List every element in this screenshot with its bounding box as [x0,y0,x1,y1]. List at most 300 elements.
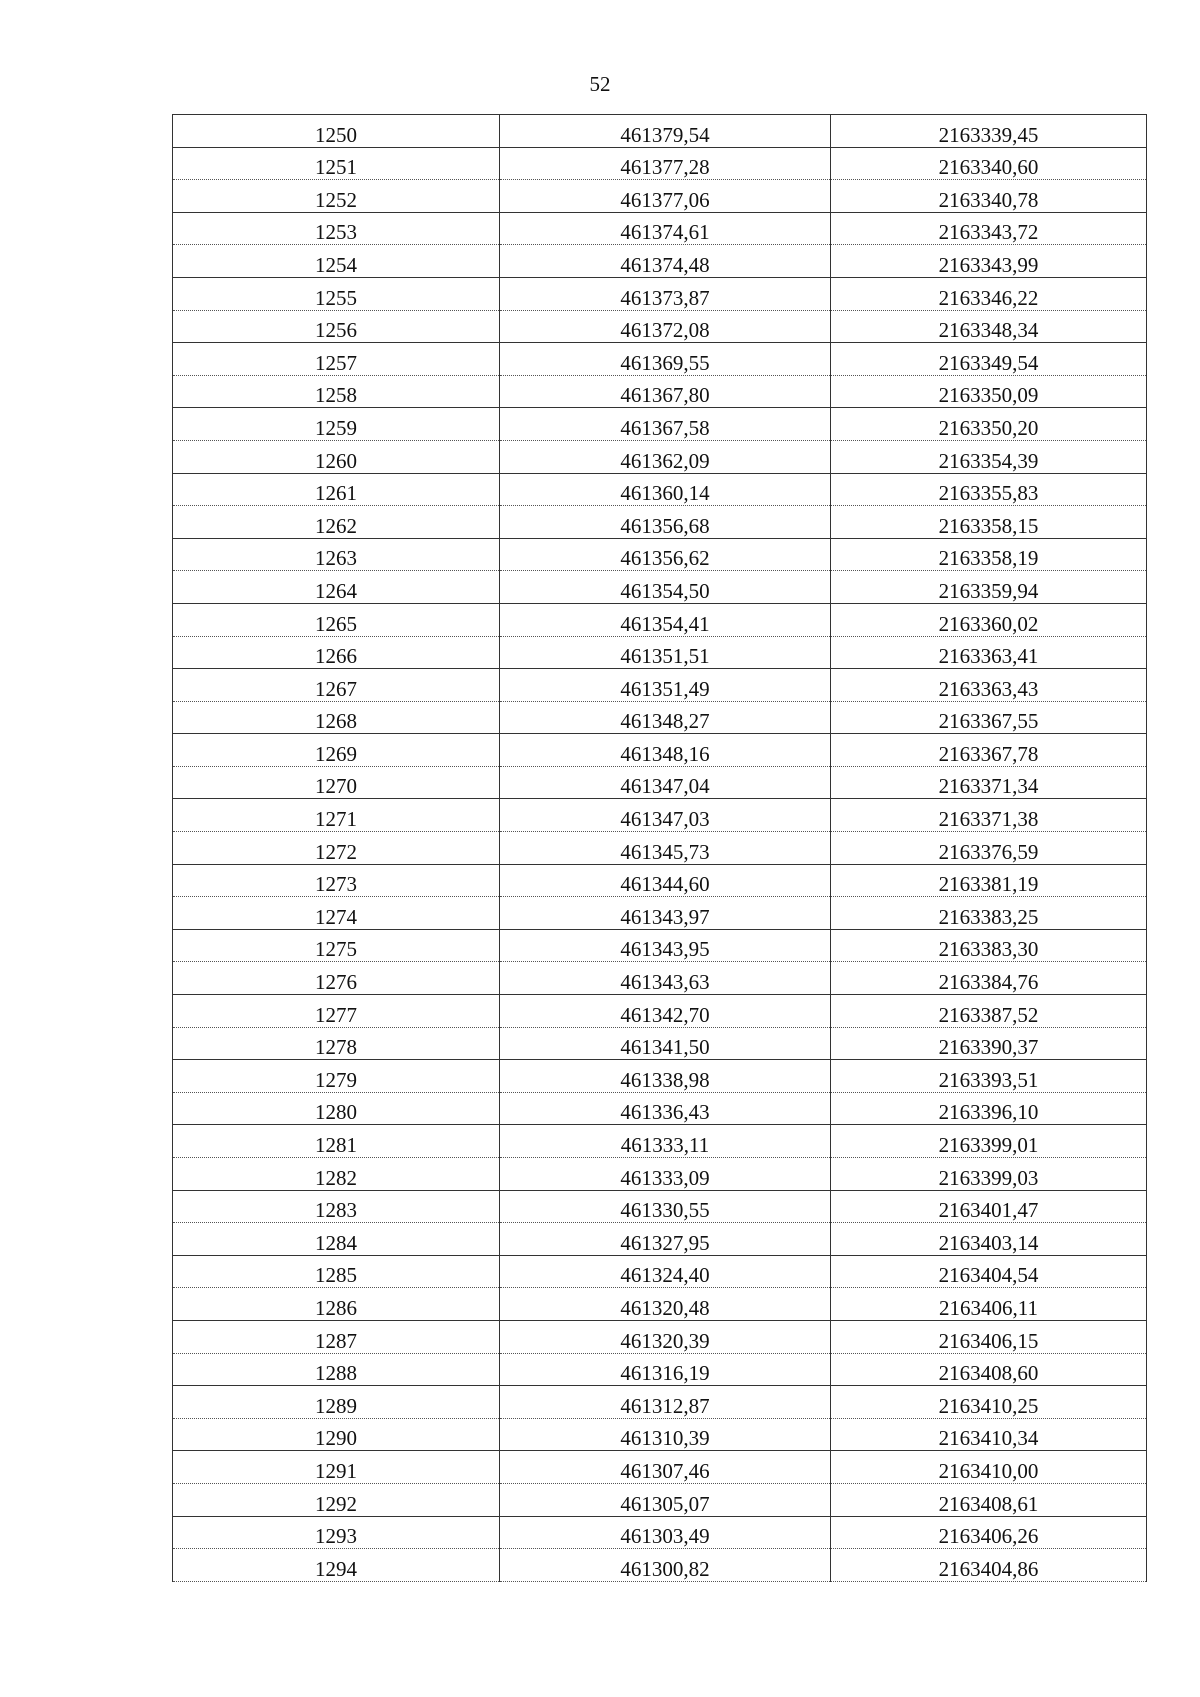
point-number-cell [173,1288,500,1321]
table-row [173,375,1147,408]
y-coordinate-cell [831,929,1147,962]
cell-text: 1258 [315,383,357,408]
cell-text: 461343,95 [620,937,710,962]
cell-text: 461362,09 [620,448,710,473]
table-row [173,506,1147,539]
coordinates-table [172,114,1147,1582]
point-number-cell [173,1483,500,1516]
y-coordinate-cell [831,603,1147,636]
cell-text: 461333,09 [620,1165,710,1190]
y-coordinate-cell [831,147,1147,180]
cell-text: 2163383,30 [938,937,1039,962]
table-row [173,1320,1147,1353]
point-number-cell [173,440,500,473]
point-number-cell [173,147,500,180]
cell-text: 461342,70 [620,1002,710,1027]
y-coordinate-cell [831,506,1147,539]
y-coordinate-cell [831,180,1147,213]
point-number-cell [173,1158,500,1191]
table-row [173,212,1147,245]
cell-text: 461374,61 [620,220,710,245]
cell-text: 1260 [315,448,357,473]
x-coordinate-cell [500,310,831,343]
cell-text: 1273 [315,872,357,897]
table-row [173,1190,1147,1223]
y-coordinate-cell [831,995,1147,1028]
y-coordinate-cell [831,440,1147,473]
point-number-cell [173,1190,500,1223]
x-coordinate-cell [500,1451,831,1484]
point-number-cell [173,603,500,636]
cell-text: 461312,87 [620,1393,710,1418]
cell-text: 2163340,78 [938,187,1039,212]
x-coordinate-cell [500,571,831,604]
table-row [173,1288,1147,1321]
x-coordinate-cell [500,864,831,897]
y-coordinate-cell [831,538,1147,571]
cell-text: 461348,27 [620,709,710,734]
y-coordinate-cell [831,1027,1147,1060]
cell-text: 461344,60 [620,872,710,897]
table-row [173,1516,1147,1549]
y-coordinate-cell [831,375,1147,408]
point-number-cell [173,1092,500,1125]
point-number-cell [173,929,500,962]
x-coordinate-cell [500,766,831,799]
x-coordinate-cell [500,277,831,310]
cell-text: 2163354,39 [938,448,1039,473]
cell-text: 1263 [315,546,357,571]
cell-text: 1289 [315,1393,357,1418]
y-coordinate-cell [831,832,1147,865]
x-coordinate-cell [500,832,831,865]
cell-text: 1290 [315,1426,357,1451]
cell-text: 2163367,55 [938,709,1039,734]
cell-text: 461310,39 [620,1426,710,1451]
table-row [173,277,1147,310]
table-row [173,571,1147,604]
y-coordinate-cell [831,1125,1147,1158]
cell-text: 1250 [315,122,357,147]
y-coordinate-cell [831,1288,1147,1321]
cell-text: 2163359,94 [938,578,1039,603]
x-coordinate-cell [500,506,831,539]
y-coordinate-cell [831,1158,1147,1191]
cell-text: 1255 [315,285,357,310]
table-row [173,897,1147,930]
cell-text: 2163384,76 [938,970,1039,995]
cell-text: 1282 [315,1165,357,1190]
y-coordinate-cell [831,799,1147,832]
cell-text: 1270 [315,774,357,799]
cell-text: 461343,97 [620,904,710,929]
cell-text: 2163358,15 [938,513,1039,538]
table-row [173,1027,1147,1060]
point-number-cell [173,408,500,441]
table-row [173,1223,1147,1256]
table-row [173,669,1147,702]
cell-text: 461307,46 [620,1458,710,1483]
y-coordinate-cell [831,1190,1147,1223]
cell-text: 1293 [315,1524,357,1549]
x-coordinate-cell [500,1125,831,1158]
table-row [173,1549,1147,1582]
cell-text: 1294 [315,1556,357,1581]
cell-text: 2163410,00 [938,1458,1039,1483]
x-coordinate-cell [500,1418,831,1451]
cell-text: 461347,04 [620,774,710,799]
x-coordinate-cell [500,473,831,506]
cell-text: 461320,48 [620,1295,710,1320]
x-coordinate-cell [500,1353,831,1386]
x-coordinate-cell [500,1255,831,1288]
cell-text: 2163363,43 [938,676,1039,701]
point-number-cell [173,310,500,343]
x-coordinate-cell [500,636,831,669]
y-coordinate-cell [831,962,1147,995]
x-coordinate-cell [500,147,831,180]
point-number-cell [173,669,500,702]
cell-text: 1254 [315,252,357,277]
point-number-cell [173,571,500,604]
point-number-cell [173,1549,500,1582]
point-number-cell [173,1386,500,1419]
cell-text: 1276 [315,970,357,995]
table-row [173,636,1147,669]
table-row [173,115,1147,148]
table-row [173,734,1147,767]
cell-text: 461351,49 [620,676,710,701]
point-number-cell [173,897,500,930]
cell-text: 2163396,10 [938,1100,1039,1125]
cell-text: 461379,54 [620,122,710,147]
x-coordinate-cell [500,1483,831,1516]
y-coordinate-cell [831,1060,1147,1093]
cell-text: 1267 [315,676,357,701]
x-coordinate-cell [500,538,831,571]
cell-text: 2163399,01 [938,1133,1039,1157]
point-number-cell [173,1255,500,1288]
cell-text: 461305,07 [620,1491,710,1516]
cell-text: 1251 [315,155,357,180]
table-row [173,1060,1147,1093]
cell-text: 461372,08 [620,318,710,343]
cell-text: 461373,87 [620,285,710,310]
point-number-cell [173,506,500,539]
x-coordinate-cell [500,408,831,441]
point-number-cell [173,1060,500,1093]
point-number-cell [173,636,500,669]
y-coordinate-cell [831,212,1147,245]
cell-text: 1279 [315,1067,357,1092]
cell-text: 461374,48 [620,252,710,277]
cell-text: 1256 [315,318,357,343]
point-number-cell [173,1125,500,1158]
page-number: 52 [589,72,611,96]
point-number-cell [173,277,500,310]
x-coordinate-cell [500,897,831,930]
cell-text: 2163410,34 [938,1426,1039,1451]
y-coordinate-cell [831,1255,1147,1288]
cell-text: 1268 [315,709,357,734]
cell-text: 461354,41 [620,611,710,636]
cell-text: 1259 [315,415,357,440]
y-coordinate-cell [831,669,1147,702]
cell-text: 1266 [315,644,357,669]
point-number-cell [173,1516,500,1549]
cell-text: 2163358,19 [938,546,1039,571]
x-coordinate-cell [500,1060,831,1093]
table-row [173,440,1147,473]
x-coordinate-cell [500,669,831,702]
point-number-cell [173,1320,500,1353]
cell-text: 461343,63 [620,970,710,995]
point-number-cell [173,538,500,571]
cell-text: 1275 [315,937,357,962]
x-coordinate-cell [500,212,831,245]
cell-text: 1288 [315,1361,357,1386]
x-coordinate-cell [500,245,831,278]
table-row [173,603,1147,636]
cell-text: 1265 [315,611,357,636]
y-coordinate-cell [831,1353,1147,1386]
y-coordinate-cell [831,115,1147,148]
x-coordinate-cell [500,1158,831,1191]
cell-text: 1281 [315,1133,357,1157]
cell-text: 2163371,34 [938,774,1039,799]
table-row [173,343,1147,376]
table-row [173,245,1147,278]
cell-text: 461369,55 [620,350,710,375]
x-coordinate-cell [500,734,831,767]
table-row [173,1158,1147,1191]
point-number-cell [173,1027,500,1060]
cell-text: 2163363,41 [938,644,1039,669]
cell-text: 461356,62 [620,546,710,571]
y-coordinate-cell [831,1092,1147,1125]
cell-text: 461324,40 [620,1263,710,1288]
x-coordinate-cell [500,343,831,376]
cell-text: 461341,50 [620,1035,710,1060]
cell-text: 1284 [315,1230,357,1255]
cell-text: 1271 [315,807,357,832]
cell-text: 2163410,25 [938,1393,1039,1418]
cell-text: 1262 [315,513,357,538]
cell-text: 1287 [315,1328,357,1353]
cell-text: 2163381,19 [938,872,1039,897]
cell-text: 461330,55 [620,1198,710,1223]
cell-text: 461303,49 [620,1524,710,1549]
cell-text: 2163349,54 [938,350,1039,375]
table-row [173,766,1147,799]
cell-text: 2163406,11 [939,1295,1038,1320]
cell-text: 2163401,47 [938,1198,1039,1223]
table-row [173,1255,1147,1288]
y-coordinate-cell [831,1549,1147,1582]
cell-text: 461348,16 [620,741,710,766]
point-number-cell [173,701,500,734]
table-row [173,864,1147,897]
y-coordinate-cell [831,864,1147,897]
cell-text: 1292 [315,1491,357,1516]
table-row [173,180,1147,213]
cell-text: 461320,39 [620,1328,710,1353]
table-row [173,995,1147,1028]
x-coordinate-cell [500,603,831,636]
y-coordinate-cell [831,1386,1147,1419]
table-row [173,1386,1147,1419]
cell-text: 2163393,51 [938,1067,1039,1092]
x-coordinate-cell [500,180,831,213]
x-coordinate-cell [500,1320,831,1353]
x-coordinate-cell [500,701,831,734]
cell-text: 2163383,25 [938,904,1039,929]
y-coordinate-cell [831,473,1147,506]
y-coordinate-cell [831,343,1147,376]
x-coordinate-cell [500,995,831,1028]
cell-text: 1278 [315,1035,357,1060]
cell-text: 461367,58 [620,415,710,440]
point-number-cell [173,766,500,799]
x-coordinate-cell [500,115,831,148]
point-number-cell [173,864,500,897]
cell-text: 1272 [315,839,357,864]
x-coordinate-cell [500,375,831,408]
cell-text: 461377,28 [620,155,710,180]
x-coordinate-cell [500,1027,831,1060]
table-row [173,310,1147,343]
point-number-cell [173,962,500,995]
point-number-cell [173,799,500,832]
cell-text: 1285 [315,1263,357,1288]
cell-text: 461347,03 [620,807,710,832]
table-row [173,1353,1147,1386]
point-number-cell [173,343,500,376]
y-coordinate-cell [831,734,1147,767]
table-row [173,701,1147,734]
y-coordinate-cell [831,1483,1147,1516]
cell-text: 461327,95 [620,1230,710,1255]
cell-text: 2163343,72 [938,220,1039,245]
cell-text: 1253 [315,220,357,245]
cell-text: 2163390,37 [938,1035,1039,1060]
cell-text: 461351,51 [620,644,710,669]
x-coordinate-cell [500,440,831,473]
cell-text: 461333,11 [620,1133,710,1157]
cell-text: 1283 [315,1198,357,1223]
cell-text: 2163355,83 [938,481,1039,506]
cell-text: 2163350,09 [938,383,1039,408]
point-number-cell [173,375,500,408]
table-row [173,408,1147,441]
y-coordinate-cell [831,766,1147,799]
cell-text: 2163408,61 [938,1491,1039,1516]
x-coordinate-cell [500,1190,831,1223]
point-number-cell [173,115,500,148]
cell-text: 2163408,60 [938,1361,1039,1386]
y-coordinate-cell [831,636,1147,669]
table-body [173,115,1147,1582]
x-coordinate-cell [500,1223,831,1256]
point-number-cell [173,1223,500,1256]
cell-text: 2163343,99 [938,252,1039,277]
cell-text: 461367,80 [620,383,710,408]
point-number-cell [173,245,500,278]
point-number-cell [173,180,500,213]
y-coordinate-cell [831,701,1147,734]
table-row [173,147,1147,180]
cell-text: 461377,06 [620,187,710,212]
point-number-cell [173,734,500,767]
cell-text: 461345,73 [620,839,710,864]
cell-text: 2163360,02 [938,611,1039,636]
y-coordinate-cell [831,245,1147,278]
cell-text: 1257 [315,350,357,375]
cell-text: 2163403,14 [938,1230,1039,1255]
cell-text: 1280 [315,1100,357,1125]
cell-text: 1277 [315,1002,357,1027]
x-coordinate-cell [500,1386,831,1419]
cell-text: 2163350,20 [938,415,1039,440]
y-coordinate-cell [831,1516,1147,1549]
cell-text: 1264 [315,578,357,603]
y-coordinate-cell [831,1320,1147,1353]
x-coordinate-cell [500,1092,831,1125]
cell-text: 2163387,52 [938,1002,1039,1027]
cell-text: 461336,43 [620,1100,710,1125]
cell-text: 461354,50 [620,578,710,603]
y-coordinate-cell [831,408,1147,441]
cell-text: 461356,68 [620,513,710,538]
cell-text: 461300,82 [620,1556,710,1581]
y-coordinate-cell [831,1451,1147,1484]
x-coordinate-cell [500,1516,831,1549]
cell-text: 2163367,78 [938,741,1039,766]
table-row [173,1451,1147,1484]
y-coordinate-cell [831,277,1147,310]
table-row [173,1092,1147,1125]
table-row [173,962,1147,995]
x-coordinate-cell [500,799,831,832]
table-row [173,1418,1147,1451]
x-coordinate-cell [500,1549,831,1582]
cell-text: 1269 [315,741,357,766]
point-number-cell [173,1451,500,1484]
table-row [173,929,1147,962]
x-coordinate-cell [500,962,831,995]
point-number-cell [173,1418,500,1451]
point-number-cell [173,212,500,245]
cell-text: 1286 [315,1295,357,1320]
cell-text: 2163404,86 [938,1556,1039,1581]
cell-text: 2163399,03 [938,1165,1039,1190]
y-coordinate-cell [831,310,1147,343]
y-coordinate-cell [831,571,1147,604]
cell-text: 2163339,45 [938,122,1039,147]
cell-text: 2163404,54 [938,1263,1039,1288]
cell-text: 2163346,22 [938,285,1039,310]
x-coordinate-cell [500,929,831,962]
point-number-cell [173,995,500,1028]
cell-text: 461338,98 [620,1067,710,1092]
cell-text: 1274 [315,904,357,929]
cell-text: 2163340,60 [938,155,1039,180]
y-coordinate-cell [831,1223,1147,1256]
x-coordinate-cell [500,1288,831,1321]
table-row [173,1125,1147,1158]
table-row [173,832,1147,865]
y-coordinate-cell [831,1418,1147,1451]
